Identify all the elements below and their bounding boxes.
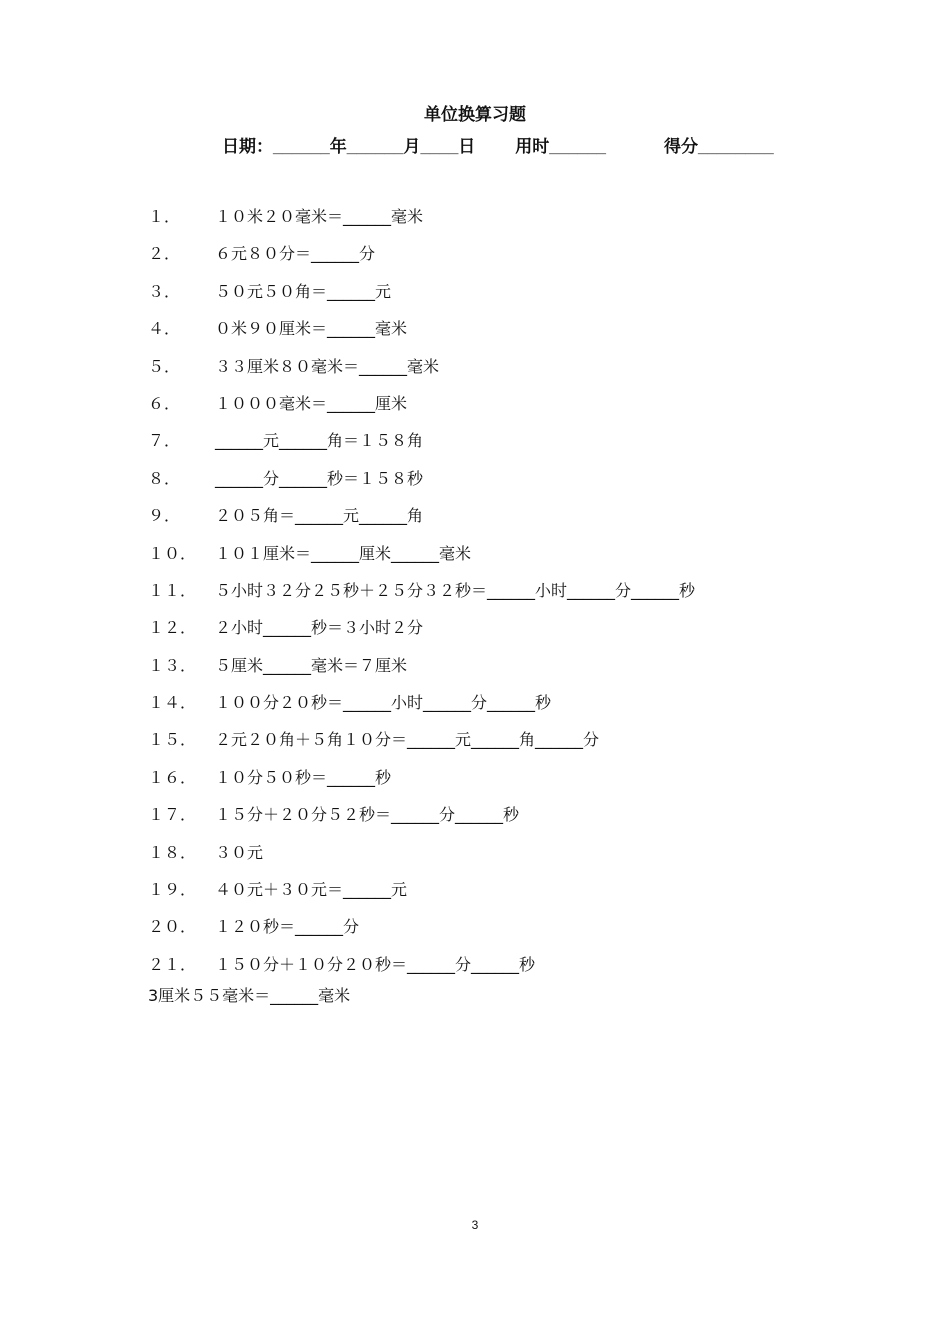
- problem-number: ４．: [148, 319, 181, 339]
- problem-number: １．: [148, 207, 181, 226]
- problem-text: １０００毫米＝______厘米: [215, 393, 408, 413]
- problem-item: [148, 504, 908, 541]
- problem-number: １８．: [148, 842, 197, 862]
- problem-text: ６元８０分＝______分: [215, 244, 376, 264]
- problem-number: １７．: [148, 805, 197, 825]
- problem-text: ５０元５０角＝______元: [215, 281, 392, 301]
- problem-text: １２０秒＝______分: [215, 917, 360, 937]
- problem-text: ５厘米______毫米＝７厘米: [215, 655, 408, 675]
- problem-item: [148, 728, 908, 765]
- problem-number: １９．: [148, 880, 197, 900]
- problem-item: [148, 915, 908, 952]
- problem-text: ______分______秒＝１５８秒: [215, 468, 424, 488]
- problem-number: ７．: [148, 431, 181, 451]
- problem-text: １００分２０秒＝______小时______分______秒: [215, 693, 552, 713]
- problem-number: １５．: [148, 730, 197, 750]
- problem-number: ２１．: [148, 954, 197, 974]
- problem-text: １５０分＋１０分２０秒＝______分______秒: [215, 954, 536, 974]
- problem-item: [148, 654, 908, 691]
- extra-problem-line: 3厘米５５毫米＝______毫米: [148, 986, 351, 1005]
- problem-number: ８．: [148, 468, 181, 488]
- problem-number: ５．: [148, 356, 181, 376]
- problem-item: [148, 691, 908, 728]
- problem-text: ２０５角＝______元______角: [215, 506, 424, 526]
- problem-number: ６．: [148, 393, 181, 413]
- problem-item: [148, 803, 908, 840]
- score-field: 得分________: [664, 137, 774, 156]
- problem-item: [148, 841, 908, 878]
- header-fields: [222, 132, 774, 157]
- problem-text: ２小时______秒＝３小时２分: [215, 618, 424, 638]
- problem-item: [148, 579, 908, 616]
- problem-number: １１．: [148, 580, 197, 600]
- problem-number: １２．: [148, 618, 197, 638]
- problem-text: ０米９０厘米＝______毫米: [215, 319, 408, 339]
- problem-item: [148, 542, 908, 579]
- problem-item: [148, 616, 908, 653]
- problem-text: １５分＋２０分５２秒＝______分______秒: [215, 805, 520, 825]
- problem-item: [148, 467, 908, 504]
- problem-item: [148, 392, 908, 429]
- problem-number: ３．: [148, 281, 181, 301]
- problem-text: ２元２０角＋５角１０分＝______元______角______分: [215, 730, 600, 750]
- problem-number: １４．: [148, 693, 197, 713]
- page-title: 单位换算习题: [424, 105, 526, 124]
- problem-text: ４０元＋３０元＝______元: [215, 880, 408, 900]
- problem-item: [148, 317, 908, 354]
- problem-number: ２．: [148, 244, 181, 264]
- problem-item: [148, 280, 908, 317]
- problem-text: ５小时３２分２５秒＋２５分３２秒＝______小时______分______秒: [215, 580, 696, 600]
- problem-item: [148, 242, 908, 279]
- problem-item: [148, 429, 908, 466]
- problem-text: １０１厘米＝______厘米______毫米: [215, 543, 472, 563]
- problem-number: ９．: [148, 506, 181, 526]
- problem-text: １０米２０毫米＝______毫米: [215, 207, 424, 226]
- problem-number: １０．: [148, 543, 197, 563]
- problem-text: ３３厘米８０毫米＝______毫米: [215, 356, 440, 376]
- problem-text: ３０元: [215, 842, 264, 862]
- problem-item: [148, 205, 908, 242]
- problem-item: [148, 878, 908, 915]
- date-field: 日期：______年______月____日: [222, 137, 476, 156]
- problem-item: [148, 766, 908, 803]
- problem-text: １０分５０秒＝______秒: [215, 767, 392, 787]
- problem-item: [148, 355, 908, 392]
- problem-number: １６．: [148, 767, 197, 787]
- page-number: 3: [471, 1218, 479, 1232]
- problem-text: ______元______角＝１５８角: [215, 431, 424, 451]
- time-used-field: 用时______: [515, 137, 607, 156]
- problem-number: ２０．: [148, 917, 197, 937]
- problem-number: １３．: [148, 655, 197, 675]
- problem-list: [148, 205, 908, 990]
